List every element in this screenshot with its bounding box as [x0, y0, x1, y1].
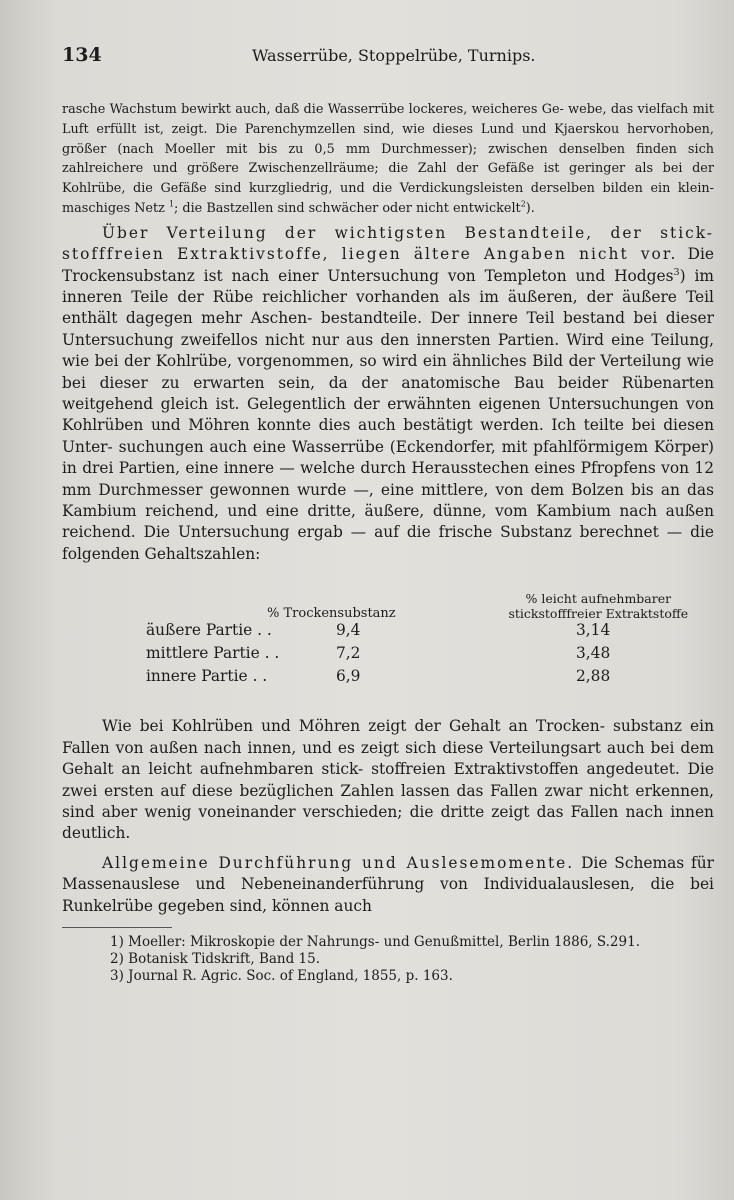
- column-header-extraktstoffe: % leicht aufnehmbarer stickstofffreier Extraktstoffe: [508, 591, 689, 622]
- row-label: innere Partie . .: [146, 667, 268, 686]
- footnote-2: 2) Botanisk Tidskrift, Band 15.: [110, 950, 321, 967]
- table-row: [62, 667, 714, 690]
- footnotes: [62, 934, 714, 985]
- page-header: [62, 44, 714, 78]
- table-row: [62, 621, 714, 644]
- row-label: mittlere Partie . .: [146, 644, 280, 663]
- footnote-1: 1) Moeller: Mikroskopie der Nahrungs- und Genußmittel, Berlin 1886, S.291.: [110, 933, 640, 950]
- cell-extraktstoffe: 2,88: [576, 667, 611, 686]
- footnote-ref-2: 2: [520, 199, 526, 209]
- table-header: [62, 577, 714, 621]
- cell-trockensubstanz: 6,9: [336, 667, 361, 686]
- footnote-ref-3: 3: [673, 266, 680, 278]
- cell-trockensubstanz: 7,2: [336, 644, 361, 663]
- footnote-ref-1: 1: [168, 199, 175, 209]
- cell-extraktstoffe: 3,48: [576, 644, 611, 663]
- paragraph-gehalt: Wie bei Kohlrüben und Möhren zeigt der Gehalt an Trocken- substanz ein Fallen von außen nach innen, und es zeigt sich diese Verteilungsart auch bei dem Gehalt an leicht aufnehmbaren stick- stoffreien Extraktivstoffen angedeutet. Die zwei ersten auf diese bezüglichen Zahlen lassen das Fallen zwar nicht erkennen, sind aber wenig voneinander verschieden; die dritte zeigt das Fallen nach innen deutlich.: [62, 717, 715, 843]
- column-header-trockensubstanz: % Trockensubstanz: [267, 606, 396, 622]
- footnote-divider: [62, 927, 172, 928]
- paragraph-allgemeine: Allgemeine Durchführung und Auslesemomente. Die Schemas für Massenauslese und Nebeneinanderführung von Individualauslesen, die bei Runkelrübe gegeben sind, können auch: [62, 853, 714, 915]
- content-table: [62, 577, 714, 690]
- cell-trockensubstanz: 9,4: [336, 621, 361, 640]
- footnote-3: 3) Journal R. Agric. Soc. of England, 1855, p. 163.: [110, 967, 453, 984]
- row-label: äußere Partie . .: [146, 621, 272, 640]
- running-title: Wasserrübe, Stoppelrübe, Turnips.: [252, 46, 536, 65]
- section-heading: Allgemeine Durchführung und Auslesemomente.: [102, 853, 575, 872]
- table-row: [62, 644, 714, 667]
- intro-paragraph: rasche Wachstum bewirkt auch, daß die Wasserrübe lockeres, weicheres Ge- webe, das vielfach mit Luft erfüllt ist, zeigt. Die Parenchymzellen sind, wie dieses Lund und Kjaerskou hervorhoben, größer (nach Moeller mit bis zu 0,5 mm Durchmesser); zwischen denselben finden sich zahlreichere und größere Zwischenzellräume; die Zahl der Gefäße ist geringer als bei der Kohlrübe, die Gefäße sind kurzgliedrig, und die Verdickungsleisten derselben bilden ein klein- maschiges Netz $^1$; die Bastzellen sind schwächer oder nicht entwickelt$^2$).: [62, 102, 714, 216]
- cell-extraktstoffe: 3,14: [576, 621, 611, 640]
- paragraph-verteilung: Über Verteilung der wichtigsten Bestandteile, der stick- stofffreien Extraktivstoffe, liegen ältere Angaben nicht vor. Die Trockensubstanz ist nach einer Untersuchung von Templeton und Hodges$^3$) im inneren Teile der Rübe reichlicher vorhanden als im äußeren, der äußere Teil enthält dagegen mehr Aschen- bestandteile. Der innere Teil bestand bei dieser Untersuchung zweifellos nicht nur aus den innersten Partien. Wird eine Teilung, wie bei der Kohlrübe, vorgenommen, so wird ein ähnliches Bild der Verteilung wie bei dieser zu erwarten sein, da der anatomische Bau beider Rübenarten weitgehend gleich ist. Gelegentlich der erwähnten eigenen Untersuchungen von Kohlrüben und Möhren konnte dies auch bestätigt werden. Ich teilte bei diesen Unter- suchungen auch eine Wasserrübe (Eckendorfer, mit pfahlförmigem Körper) in drei Partien, eine innere — welche durch Herausstechen eines Pfropfens von 12 mm Durchmesser gewonnen wurde —, eine mittlere, von dem Bolzen bis an das Kambium reichend, und eine dritte, äußere, dünne, vom Kambium nach außen reichend. Die Untersuchung ergab — auf die frische Substanz berechnet — die folgenden Gehaltszahlen:: [62, 223, 715, 563]
- page-number: 134: [62, 44, 102, 66]
